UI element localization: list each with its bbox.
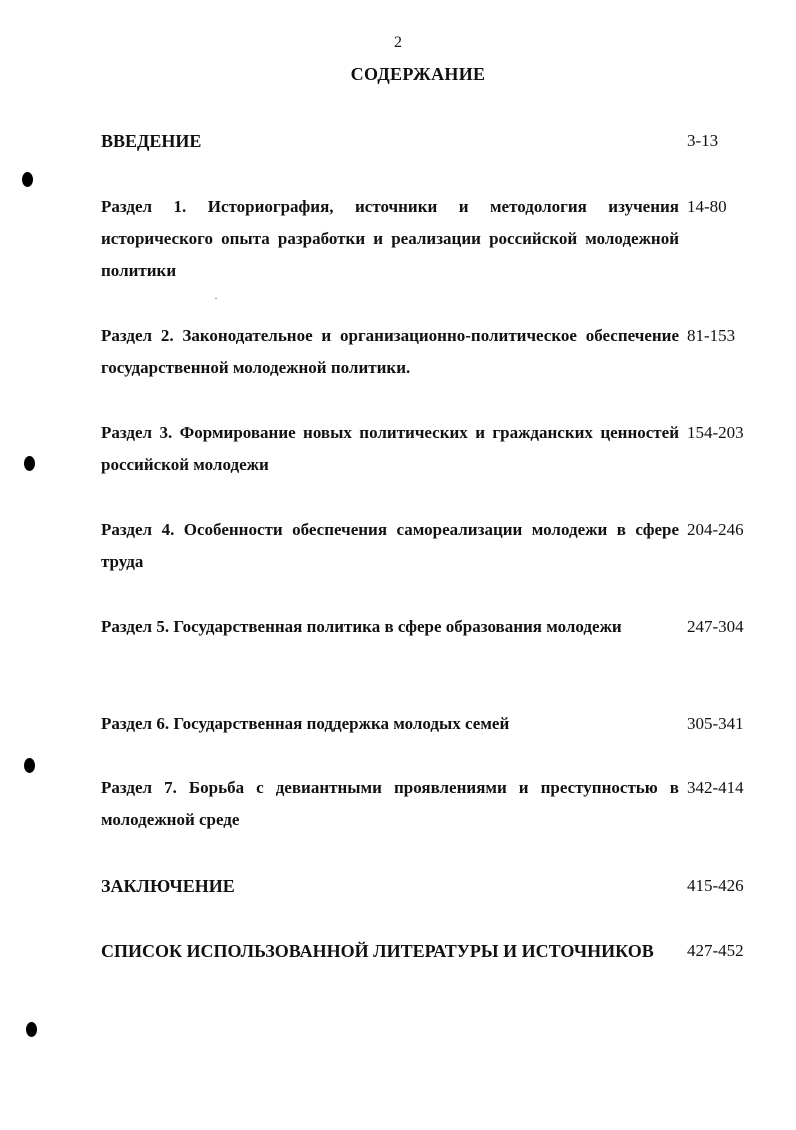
- toc-entry-pages: 415-426: [687, 876, 744, 895]
- toc-entry-section-7: [101, 772, 751, 836]
- punch-hole-mark: [24, 456, 35, 471]
- toc-entry-title: Раздел 3. Формирование новых политических и гражданских ценностей российской молодежи: [101, 423, 679, 474]
- toc-entry-section-2: [101, 320, 751, 384]
- punch-hole-mark: [24, 758, 35, 773]
- toc-entry-pages: 154-203: [687, 423, 744, 442]
- toc-entry-pages: 81-153: [687, 326, 736, 345]
- toc-entry-pages: 14-80: [687, 197, 727, 216]
- toc-entry-title: Раздел 1. Историография, источники и методология изучения исторического опыта разработки и реализации российской молодежной политики: [101, 197, 679, 280]
- toc-entry-title: Раздел 6. Государственная поддержка молодых семей: [101, 714, 510, 733]
- toc-entry-title: Раздел 5. Государственная политика в сфере образования молодежи: [101, 617, 622, 636]
- toc-entry-title: Раздел 4. Особенности обеспечения самореализации молодежи в сфере труда: [101, 520, 679, 571]
- toc-entry-pages: 204-246: [687, 520, 744, 539]
- punch-hole-mark: [22, 172, 33, 187]
- toc-entry-pages: 342-414: [687, 778, 744, 797]
- toc-entry-conclusion: [101, 870, 751, 902]
- toc-entry-pages: 305-341: [687, 714, 744, 733]
- toc-entry-title: Раздел 7. Борьба с девиантными проявлениями и преступностью в молодежной среде: [101, 778, 679, 829]
- scan-speck: [215, 298, 217, 299]
- toc-entry-title: ВВЕДЕНИЕ: [101, 131, 202, 151]
- toc-entry-title: Раздел 2. Законодательное и организационно-политическое обеспечение государственной молодежной политики.: [101, 326, 679, 377]
- toc-entry-pages: 247-304: [687, 617, 744, 636]
- toc-entry-section-1: [101, 191, 751, 287]
- toc-entry-references: [101, 935, 751, 967]
- toc-entry-pages: 3-13: [687, 131, 719, 150]
- toc-entry-section-3: [101, 417, 751, 481]
- toc-entry-title: ЗАКЛЮЧЕНИЕ: [101, 876, 235, 896]
- page-number: 2: [394, 34, 402, 51]
- toc-entry-title: СПИСОК ИСПОЛЬЗОВАННОЙ ЛИТЕРАТУРЫ И ИСТОЧНИКОВ: [101, 941, 654, 961]
- toc-entry-section-6: [101, 708, 751, 740]
- toc-entry-introduction: [101, 125, 751, 157]
- toc-entry-section-4: [101, 514, 751, 578]
- page-title: СОДЕРЖАНИЕ: [350, 64, 486, 84]
- toc-entry-section-5: [101, 611, 751, 643]
- punch-hole-mark: [26, 1022, 37, 1037]
- toc-entry-pages: 427-452: [687, 941, 744, 960]
